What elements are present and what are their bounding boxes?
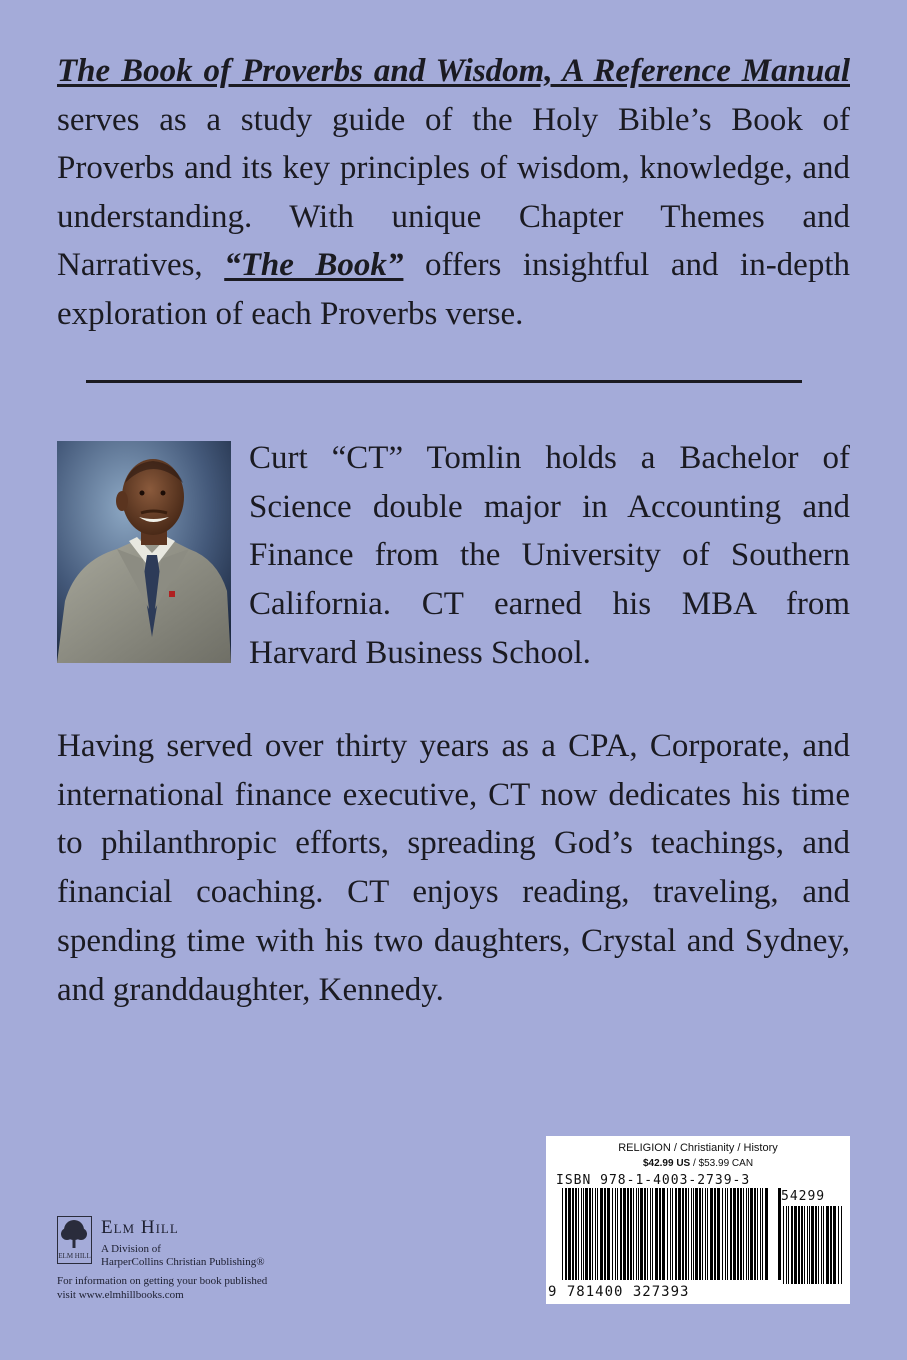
barcode-bar — [578, 1188, 579, 1280]
barcode-bar — [818, 1206, 819, 1284]
barcode-bar — [748, 1188, 749, 1280]
author-bio-continued: Having served over thirty years as a CPA, Corporate, and international finance executive, CT now dedicates his time to philanthropic efforts, spreading God’s teachings, and financial coaching. CT enjoys reading, traveling, and spending time with his two daughters, Crystal and Sydney, and granddaughter, Kennedy. — [57, 728, 850, 1008]
barcode-bar — [727, 1188, 728, 1280]
barcode-bar — [640, 1188, 643, 1280]
barcode-bar — [791, 1206, 793, 1284]
author-photo — [57, 441, 231, 663]
barcode-bar — [809, 1206, 810, 1284]
barcode-bar — [685, 1188, 687, 1280]
barcode-bar — [572, 1188, 574, 1280]
barcode-bar — [798, 1206, 800, 1284]
barcode-bar — [786, 1206, 787, 1284]
publisher-name: Elm Hill — [101, 1217, 179, 1238]
barcode-bar — [710, 1188, 713, 1280]
barcode-bar — [699, 1188, 701, 1280]
barcode-bar — [630, 1188, 632, 1280]
barcode-bar — [678, 1188, 681, 1280]
barcode-bar — [617, 1188, 618, 1280]
barcode-bar — [691, 1188, 692, 1280]
barcode-bar — [562, 1188, 563, 1280]
barcode-bar — [754, 1188, 756, 1280]
barcode-bar — [620, 1188, 622, 1280]
barcode-bar — [725, 1188, 726, 1280]
barcode-bar — [615, 1188, 616, 1280]
barcode-bar — [746, 1188, 747, 1280]
barcode-bar — [575, 1188, 577, 1280]
barcode-bar — [682, 1188, 684, 1280]
barcode-bar — [765, 1188, 768, 1280]
barcode-bar — [750, 1188, 753, 1280]
barcode-bar — [568, 1188, 571, 1280]
barcode-bar — [636, 1188, 637, 1280]
barcode-bar — [647, 1188, 648, 1280]
barcode-bar — [600, 1188, 603, 1280]
barcode-bar — [811, 1206, 814, 1284]
barcode-bar — [688, 1188, 689, 1280]
barcode-bar — [633, 1188, 634, 1280]
barcode-bar — [581, 1188, 582, 1280]
barcode-bar — [760, 1188, 761, 1280]
price-line — [546, 1158, 850, 1169]
author-bio: Curt “CT” Tomlin holds a Bachelor of Science double major in Accounting and Finance from the University of Southern California. CT earned his MBA from Harvard Business School. — [249, 440, 850, 671]
division-line-1: A Division of — [101, 1243, 161, 1255]
barcode-bar — [838, 1206, 839, 1284]
barcode-bar — [821, 1206, 822, 1284]
barcode-bar — [585, 1188, 588, 1280]
division-line-2: HarperCollins Christian Publishing — [101, 1256, 257, 1268]
barcode-bar — [644, 1188, 646, 1280]
publisher-division — [101, 1243, 265, 1269]
barcode-bar — [638, 1188, 639, 1280]
barcode-bar — [757, 1188, 758, 1280]
barcode-bar — [730, 1188, 732, 1280]
barcode-bar — [627, 1188, 629, 1280]
book-short-title: “The Book” — [224, 247, 404, 283]
barcode-bar — [826, 1206, 829, 1284]
barcode-bar — [717, 1188, 720, 1280]
barcode-bar — [830, 1206, 832, 1284]
barcode-bar — [807, 1206, 808, 1284]
barcode-bar — [597, 1188, 598, 1280]
barcode-bar — [733, 1188, 736, 1280]
price-us: $42.99 US — [642, 1158, 691, 1169]
barcode-bar — [565, 1188, 567, 1280]
barcode-bar — [740, 1188, 742, 1280]
price-separator: / — [690, 1158, 699, 1169]
barcode-bar — [589, 1188, 591, 1280]
barcode-bar — [667, 1188, 668, 1280]
barcode-bar — [659, 1188, 661, 1280]
barcode-bar — [695, 1188, 698, 1280]
isbn-text: ISBN 978-1-4003-2739-3 — [556, 1173, 751, 1188]
barcode-bar — [794, 1206, 797, 1284]
section-divider — [86, 380, 802, 383]
barcode-bar — [801, 1206, 803, 1284]
publisher-info-line-1: For information on getting your book published — [57, 1275, 268, 1287]
barcode-bar — [583, 1188, 584, 1280]
blurb-text-1: serves as a study guide of the Holy Bible’s Book of Proverbs and its key principles of wisdom, knowledge, and understanding. With unique Chapter Themes and Narratives, — [57, 101, 850, 283]
barcode-bar — [722, 1188, 723, 1280]
barcode-bar — [707, 1188, 708, 1280]
barcode-bar — [804, 1206, 805, 1284]
book-title: The Book of Proverbs and Wisdom, A Reference Manual — [57, 53, 850, 89]
elm-tree-icon — [57, 1216, 92, 1264]
publisher-info — [57, 1274, 267, 1302]
barcode-bar — [652, 1188, 653, 1280]
barcode-bar — [762, 1188, 763, 1280]
price-supplement: 54299 — [781, 1189, 826, 1204]
book-blurb — [57, 47, 850, 338]
barcode-bar — [592, 1188, 593, 1280]
logo-text: ELM HILL — [58, 1252, 91, 1260]
barcode-bar — [612, 1188, 613, 1280]
barcode-bar — [670, 1188, 671, 1280]
barcode-bar — [675, 1188, 677, 1280]
barcode-bar — [607, 1188, 610, 1280]
barcode-bar — [743, 1188, 744, 1280]
barcode-bar — [714, 1188, 716, 1280]
barcode-label — [546, 1136, 850, 1304]
registered-mark: ® — [256, 1256, 265, 1268]
barcode-bar — [815, 1206, 817, 1284]
barcode-bar — [737, 1188, 739, 1280]
barcode-bar — [841, 1206, 842, 1284]
barcode-bar — [595, 1188, 596, 1280]
barcode-bar — [672, 1188, 673, 1280]
barcode-bar — [662, 1188, 665, 1280]
barcode-bar — [833, 1206, 836, 1284]
ean-number: 9 781400 327393 — [548, 1284, 690, 1300]
barcode-bar — [823, 1206, 824, 1284]
barcode-bar — [604, 1188, 606, 1280]
barcode-bar — [788, 1206, 789, 1284]
barcode-bar — [693, 1188, 694, 1280]
barcode-bar — [655, 1188, 658, 1280]
barcode-bar — [705, 1188, 706, 1280]
publisher-website: visit www.elmhillbooks.com — [57, 1289, 184, 1301]
bisac-category: RELIGION / Christianity / History — [618, 1142, 778, 1154]
price-can: $53.99 CAN — [698, 1158, 754, 1169]
barcode-bar — [623, 1188, 626, 1280]
barcode-bar — [783, 1206, 784, 1284]
barcode-bar — [650, 1188, 651, 1280]
blurb-text-2: offers insightful and in-depth exploration of each Proverbs verse. — [57, 247, 851, 332]
barcode-bar — [702, 1188, 703, 1280]
